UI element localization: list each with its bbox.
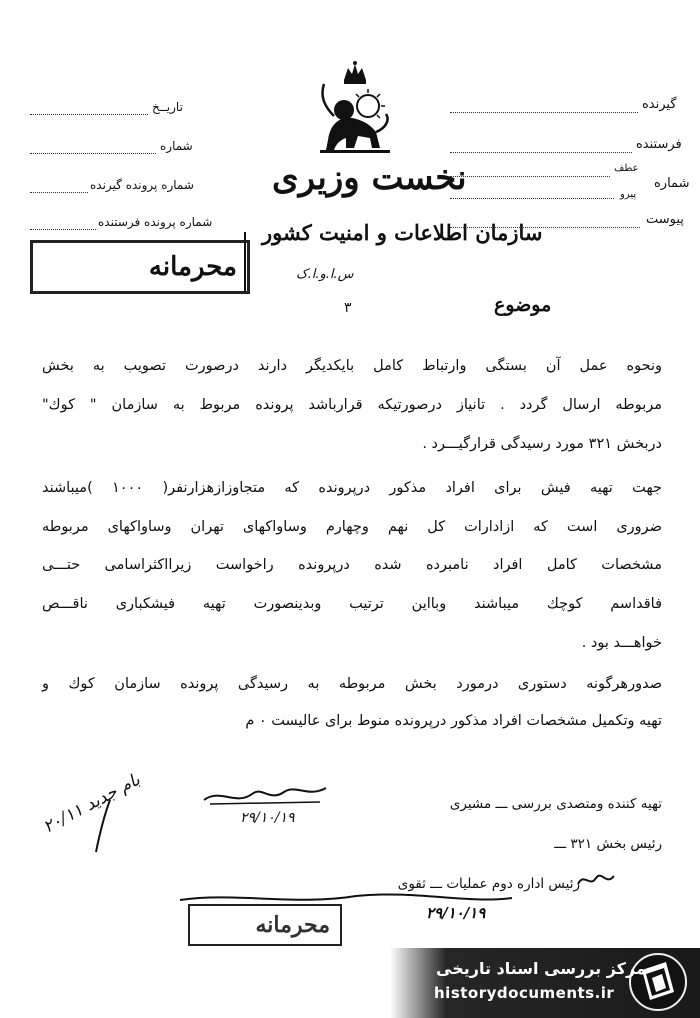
receiver-label: گیرنده: [642, 97, 677, 112]
operations-head-initials-scribble: [576, 868, 616, 892]
body-p2-line3: مشخصات کامل افراد نامبرده شده درپرونده راخواست زیرااکثراسامی حتـــی: [42, 557, 662, 573]
ref-label: عطف: [614, 163, 639, 174]
margin-note-stroke: [90, 796, 120, 856]
signature-operations-head-line: رئیس اداره دوم عملیات ـــ ثقوی: [397, 876, 580, 892]
number-field-line-left: [30, 153, 156, 154]
sender-file-line: [30, 229, 96, 230]
ministry-title: نخست وزیری: [272, 158, 467, 198]
body-p1-line2: مربوطه ارسال گردد . تانیاز درصورتیکه قرارباشد پرونده مربوط به سازمان " کوك": [42, 397, 662, 413]
body-p2-line1: جهت تهیه فیش برای افراد مذکور درپرونده که متجاوزازهزارنفر( ۱۰۰۰ )میباشند: [42, 480, 662, 496]
watermark-logo: [390, 940, 700, 1018]
body-p3-line2: تهیه وتکمیل مشخصات افراد مذکور درپرونده منوط برای عالیست ۰ م: [245, 713, 662, 729]
sender-field-line: [450, 152, 632, 153]
body-p2-line5: خواهـــد بود .: [581, 635, 662, 651]
body-p2-line2: ضروری است که ازادارات کل نهم وچهارم وساواکهای تهران وساواکهای مربوطه: [42, 519, 662, 535]
follow-label: پیرو: [620, 189, 637, 200]
receiver-file-number-label: شماره پرونده گیرنده: [90, 178, 194, 192]
subject-label: موضوع: [494, 294, 552, 316]
classification-stamp-top: [30, 240, 250, 294]
body-p2-line4: فاقداسم کوچك میباشند وبااین ترتیب وبدینصورت تهیه فیشکباری ناقـــص: [42, 596, 662, 612]
classification-stamp-bottom: [188, 904, 342, 946]
sender-file-number-label: شماره پرونده فرستنده: [98, 215, 213, 229]
classification-stamp-top-text: محرمانه: [148, 252, 237, 282]
date-label: تاریــخ: [152, 100, 183, 114]
preparer-signature-scribble: [200, 780, 330, 810]
watermark-url: historydocuments.ir: [434, 984, 615, 1002]
ref-field-line: [450, 176, 610, 177]
lion-and-sun-emblem-icon: [310, 58, 400, 158]
body-p1-line1: ونحوه عمل آن بستگی وارتباط کامل بایکدیگر دارند درصورت تصویب به بخش: [42, 358, 662, 374]
date-field-line: [30, 114, 148, 115]
organization-code: س.ا.و.ا.ک: [296, 267, 354, 282]
number-label-right: شماره: [654, 176, 690, 191]
organization-title: سازمان اطلاعات و امنیت کشور: [262, 220, 543, 245]
preparer-signature-date: ۲۹/۱۰/۱۹: [240, 810, 295, 826]
operations-head-signature-date: ۲۹/۱۰/۱۹: [426, 904, 486, 922]
margin-handwritten-note: بام جدید ۲۰/۱۱: [40, 769, 144, 838]
receiver-file-line: [30, 192, 88, 193]
body-p1-line3: دربخش ۳۲۱ مورد رسیدگی قرارگیـــرد .: [422, 436, 662, 452]
signature-preparer-line: تهیه کننده ومتصدی بررسی ـــ مشیری: [449, 796, 662, 812]
sender-label: فرستنده: [636, 137, 682, 152]
number-label-left: شماره: [160, 139, 193, 153]
body-p3-line1: صدورهرگونه دستوری درمورد بخش مربوطه به رسیدگی پرونده سازمان کوك و: [42, 676, 662, 692]
stamp-divider-line: [244, 232, 246, 292]
classification-stamp-bottom-text: محرمانه: [255, 912, 330, 938]
subject-value: ۳: [344, 300, 352, 316]
receiver-field-line: [450, 112, 638, 113]
signature-section-head-line: رئیس بخش ۳۲۱ ـــ: [554, 836, 662, 852]
follow-field-line: [450, 198, 614, 199]
watermark-name: مرکز بررسی اسناد تاریخی: [436, 959, 646, 978]
attachment-label: پیوست: [646, 212, 684, 227]
